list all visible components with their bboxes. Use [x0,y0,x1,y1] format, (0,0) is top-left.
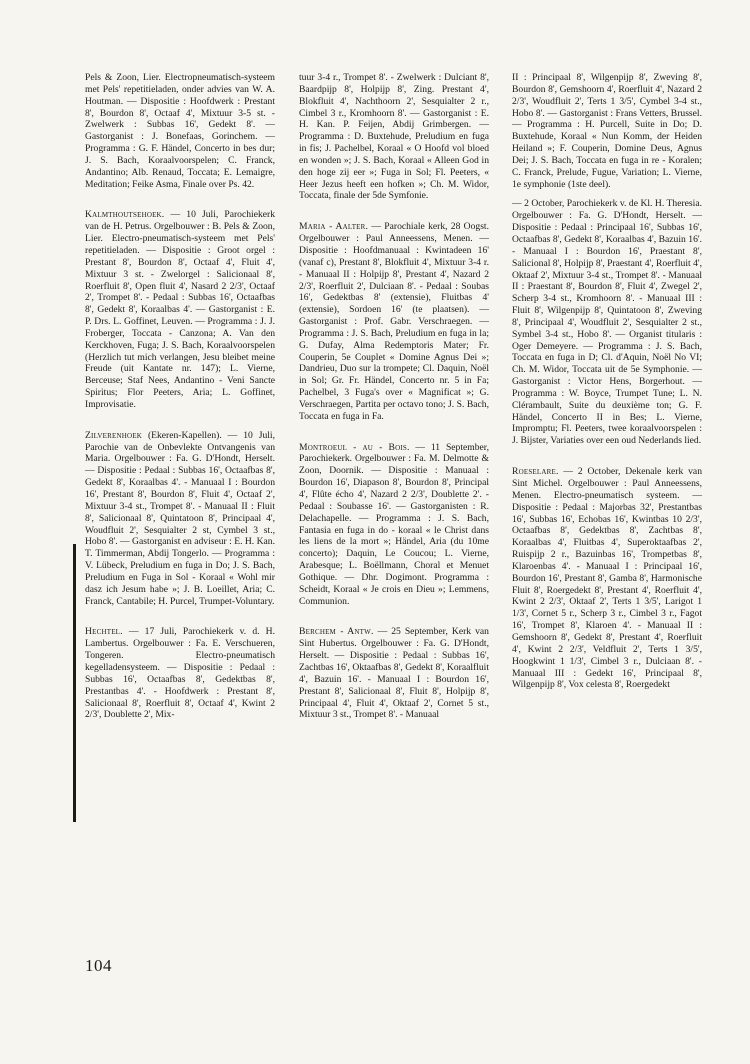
text-column-1 [85,72,275,729]
entry-roeselare [512,466,702,691]
entry-text: — 10 Juli, Parochiekerk van de H. Petrus. Orgelbouwer : B. Pels & Zoon, Lier. Electro-pneumatisch-systeem met Pels' repetitieladen. — Dispositie : Groot orgel : Prestant 8', Bourdon 8', Octaaf 4', Fluit 4', Mixtuur 3 st. - Zwelorgel : Salicionaal 8', Roerfluit 8', Open fluit 4', Nasard 2 2/3', Octaaf 2', Trompet 8'. - Pedaal : Subbas 16', Octaafbas 8', Gedekt 8', Koraalbas 4'. — Gastorganist : E. P. Drs. L. Goffinet, Leuven. — Programma : J. J. Froberger, Toccata - Canzona; A. Van den Kerckhoven, Fuga; J. S. Bach, Koraalvoorspelen (Herzlich tut mich verlangen, Jesu bleibet meine Freude (uit Kantate nr. 147); L. Vierne, Berceuse; Staf Nees, Andantino - Veni Sancte Spiritus; Flor Peeters, Aria; L. Goffinet, Improvisatie. [85,209,275,410]
entry-berchem-antw [299,626,489,721]
entry-text: — 17 Juli, Parochiekerk v. d. H. Lambertus. Orgelbouwer : Fa. E. Verschueren, Tongeren. Electro-pneumatisch kegelladensysteem. — Dispositie : Pedaal : Subbas 16', Octaafbas 8', Gedektbas 8', Prestantbas 4'. - Hoofdwerk : Prestant 8', Salicionaal 8', Roerfluit 8', Octaaf 4', Kwint 2 2/3', Doublette 2', Mix- [85,626,275,721]
entry-text: Pels & Zoon, Lier. Electropneumatisch-systeem met Pels' repetitieladen, onder advies van W. A. Houtman. — Dispositie : Hoofdwerk : Prestant 8', Bourdon 8', Octaaf 4', Mixtuur 3-5 st. - Zwelwerk : Subbas 16', Gedekt 8'. — Gastorganist : J. Bonefaas, Gorinchem. — Programma : G. F. Händel, Concerto in bes dur; J. S. Bach, Koraalvoorspelen; C. Franck, Andantino; Alb. Renaud, Toccata; E. Lemaigre, Meditation; Feike Asma, Finale over Ps. 42. [85,72,275,190]
entry-place: Montroeul - au - Bois. [299,441,410,453]
entry-continued [299,72,489,202]
entry-place: Hechtel. [85,626,123,638]
entry-maria-aalter [299,221,489,422]
entry-place: Berchem - Antw. [299,626,374,638]
text-column-2 [299,72,489,729]
entry-place: Kalmthoutsehoek. [85,209,165,221]
entry-text: tuur 3-4 r., Trompet 8'. - Zwelwerk : Dulciant 8', Baardpijp 8', Holpijp 8', Zing. Prestant 4', Blokfluit 4', Nachthoorn 2', Sesquialter 2 r., Cimbel 3 r., Kromhoorn 8'. — Gastorganist : E. H. Kan. P. Feijen, Abdij Grimbergen. — Programma : D. Buxtehude, Preludium en fuga in fis; J. Pachelbel, Koraal « O Hoofd vol bloed en wonden »; J. S. Bach, Koraal « Alleen God in den hoge zij eer »; Fuga in Sol; Fl. Peeters, « Heer Jezus heeft een hofken »; Ch. M. Widor, Toccata, finale der 5de Symfonie. [299,72,489,202]
entry-continued [85,72,275,190]
entry-kalmthoutsehoek [85,209,275,410]
entry-hechtel [85,626,275,721]
entry-text: — 25 September, Kerk van Sint Hubertus. Orgelbouwer : Fa. G. D'Hondt, Herselt. — Dispositie : Pedaal : Subbas 16', Zachtbas 16', Oktaafbas 8', Gedekt 8', Koraalfluit 4', Bazuin 16'. - Manuaal I : Bourdon 16', Prestant 8', Salicionaal 8', Fluit 8', Holpijp 8', Principaal 4', Fluit 4', Oktaaf 2', Cornet 5 st., Mixtuur 3 st., Trompet 8'. - Manuaal [299,626,489,721]
entry-text: — 2 October, Parochiekerk v. de Kl. H. Theresia. Orgelbouwer : Fa. G. D'Hondt, Herselt. — Dispositie : Pedaal : Principaal 16', Subbas 16', Octaafbas 8', Gedekt 8', Koraalbas 4', Bazuin 16'. - Manuaal I : Bourdon 16', Praestant 8', Salicional 8', Holpijp 8', Praestant 4', Roerfluit 4', Oktaaf 2', Mixtuur 3-4 st., Trompet 8'. - Manuaal II : Praestant 8', Bourdon 8', Fluit 4', Zwegel 2', Scherp 3-4 st., Kromhoorn 8'. - Manuaal III : Fluit 8', Wilgenpijp 8', Quintatoon 8', Zweving 8', Principaal 4', Woudfluit 2', Sesquialter 2 st., Symbel 3-4 st., Hobo 8'. — Organist titularis : Oger Demeyere. — Programma : J. S. Bach, Toccata en fuga in D; Cl. d'Aquin, Noël No VI; Ch. M. Widor, Toccata uit de 5e Symphonie. — Gastorganist : Victor Hens, Borgerhout. — Programma : W. Boyce, Trumpet Tune; L. N. Clérambault, Suite du deuxième ton; G. F. Händel, Concerto II in Bes; L. Vierne, Impromptu; Fl. Peeters, twee koraalvoorspelen : J. Bijster, Variaties over een oud Nederlands lied. [512,198,702,447]
margin-bar [73,544,76,822]
entry-zilverenhoek [85,430,275,608]
entry-text: — 2 October, Dekenale kerk van Sint Michel. Orgelbouwer : Paul Anneessens, Menen. Electro-pneumatisch systeem. — Dispositie : Pedaal : Majorbas 32', Prestantbas 16', Subbas 16', Echobas 16', Kwintbas 10 2/3', Octaafbas 8', Gedektbas 8', Zachtbas 8', Koraalbas 4', Fluitbas 4', Superoktaafbas 2', Ruispijp 2 r., Bazuinbas 16', Trompetbas 8', Klaroenbas 4'. - Manuaal I : Principaal 16', Bourdon 16', Prestant 8', Gamba 8', Harmonische Fluit 8', Roergedekt 8', Prestant 4', Roerfluit 4', Kwint 2 2/3', Oktaaf 2', Terts 1 3/5', Larigot 1 1/3', Cornet 5 r., Scherp 3 r., Cimbel 3 r., Fagot 16', Trompet 8', Klaroen 4'. - Manuaal II : Gemshoorn 8', Gedekt 8', Prestant 4', Roerfluit 4', Kwint 2 2/3', Veldfluit 2', Terts 1 3/5', Hoogkwint 1 1/3', Cimbel 3 r., Dulciaan 8'. - Manuaal III : Gedekt 16', Principaal 8', Wilgenpijp 8', Vox celesta 8', Roergedekt [512,466,702,691]
entry-text: — 11 September, Parochiekerk. Orgelbouwer : Fa. M. Delmotte & Zoon, Doornik. — Dispositie : Manuaal : Bourdon 16', Diapason 8', Bourdon 8', Principal 4', Flûte écho 4', Nazard 2 2/3', Doublette 2'. - Pedaal : Soubasse 16'. — Gastorganisten : R. Delachapelle. — Programma : J. S. Bach, Fantasia en fuga in do - koraal « le Christ dans les liens de la mort »; Händel, Aria (du 10me concerto); Daquin, Le Coucou; L. Vierne, Arabesque; L. Boëllmann, Choral et Menuet Gothique. — Dhr. Dogimont. Programma : Scheidt, Koraal « Je crois en Dieu »; Lemmens, Communion. [299,441,489,607]
entry-text: (Ekeren-Kapellen). — 10 Juli, Parochie van de Onbevlekte Ontvangenis van Maria. Orgelbouwer : Fa. G. D'Hondt, Herselt. — Dispositie : Pedaal : Subbas 16', Octaafbas 8', Gedekt 8', Koraalbas 4'. - Manuaal I : Bourdon 16', Prestant 8', Bourdon 8', Fluit 4', Octaaf 2', Mixtuur 3-4 st., Trompet 8'. - Manuaal II : Fluit 8', Salicionaal 8', Quintatoon 8', Principaal 4', Woudfluit 2', Sesquialter 2 st, Cymbel 3 st., Hobo 8'. — Gastorganist en adviseur : E. H. Kan. T. Timmerman, Abdij Tongerlo. — Programma : V. Lübeck, Preludium en fuga in Do; J. S. Bach, Preludium en Fuga in Sol - Koraal « Wohl mir dasz ich Jesum habe »; J. B. Loeillet, Aria; C. Franck, Cantabile; H. Purcel, Trumpet-Voluntary. [85,429,275,607]
entry-text: II : Principaal 8', Wilgenpijp 8', Zweving 8', Bourdon 8', Gemshoorn 4', Roerfluit 4', Nazard 2 2/3', Woudfluit 2', Terts 1 3/5', Cymbel 3-4 st., Hobo 8'. — Gastorganist : Frans Vetters, Brussel. — Programma : H. Purcell, Suite in Do; D. Buxtehude, Koraal « Nun Komm, der Heiden Heiland »; F. Couperin, Domine Deus, Agnus Dei; J. S. Bach, Toccata en fuga in re - Koralen; C. Franck, Prelude, Fugue, Variation; L. Vierne, 1e symphonie (1ste deel). [512,72,702,190]
entry-2-october [512,198,702,447]
entry-place: Zilverenhoek [85,429,142,441]
page-number: 104 [85,956,112,975]
entry-montroeul-au-bois [299,442,489,608]
entry-text: — Parochiale kerk, 28 Oogst. Orgelbouwer : Paul Anneessens, Menen. — Dispositie : Hoofdmanuaal : Kwintadeen 16' (vanaf c), Prestant 8', Blokfluit 4', Mixtuur 3-4 r. - Manuaal II : Holpijp 8', Prestant 4', Nazard 2 2/3', Roerfluit 2', Dulciaan 8'. - Pedaal : Soubas 16', Gedektbas 8' (extensie), Fluitbas 4' (extensie), Sordoen 16' (te plaatsen). — Gastorganist : Prof. Gabr. Verschraegen. — Programma : J. S. Bach, Preludium en fuga in la; G. Dufay, Alma Redemptoris Mater; Fr. Couperin, 5e Couplet « Domine Agnus Dei »; Dandrieu, Duo sur la trompete; Cl. Daquin, Noël in Sol; Gr. Fr. Händel, Concerto nr. 5 in Fa; Pachelbel, 3 Fuga's over « Magnificat »; G. Verschraegen, Partita per octavo tono; J. S. Bach, Toccata en fuga in Fa. [299,221,489,422]
entry-place: Maria - Aalter. [299,221,369,233]
text-column-3 [512,72,702,699]
entry-continued [512,72,702,190]
entry-place: Roeselare. [512,466,559,478]
